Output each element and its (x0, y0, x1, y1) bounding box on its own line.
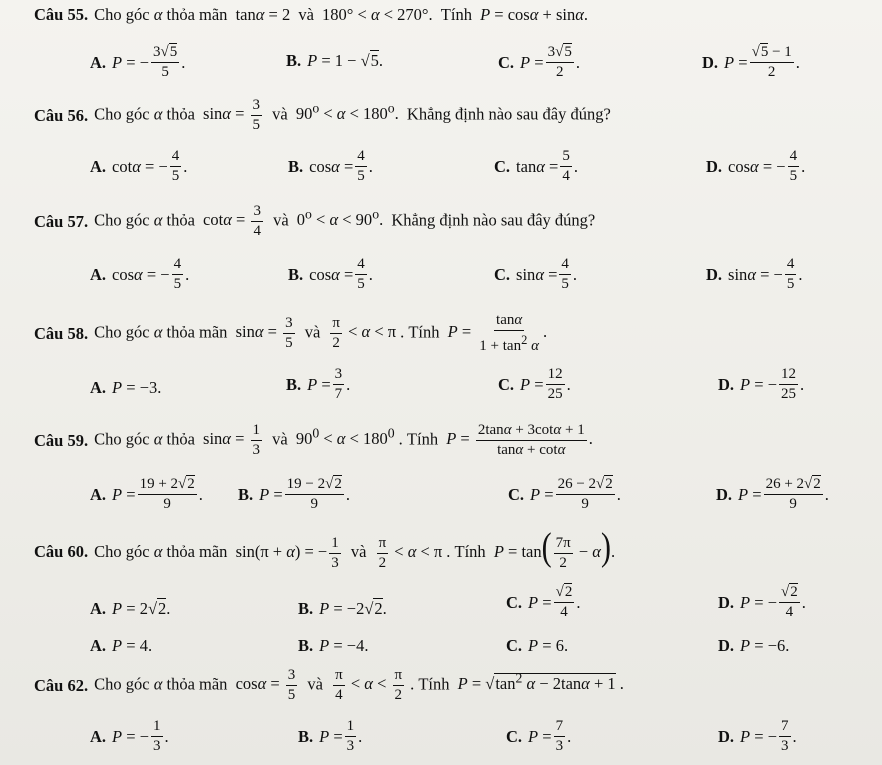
option-d[interactable]: D. P = − $\frac{12}{25}$ . (718, 366, 805, 402)
option-d[interactable]: D. P = $\frac{26 + 2√2}{9}$ . (716, 476, 829, 512)
question-stem: Câu 56. Cho góc α thỏa sinα = $\frac{3}{5}$ và $90^o < \alpha < 180^o$. Khẳng định nào sau đây đúng? (34, 97, 611, 133)
option-c[interactable]: C. P = $\frac{7}{3}$ . (506, 718, 572, 754)
option-b[interactable]: B. cos α = $\frac{4}{5}$ . (288, 148, 373, 184)
option-b[interactable]: B. P = −4. (298, 636, 369, 655)
option-b[interactable]: B. P = 1 − √ 5 . (286, 50, 384, 70)
option-a[interactable]: A. P = − $\frac{3√5}{5}$ . (90, 44, 186, 80)
option-c[interactable]: C. P = $\frac{3√5}{2}$ . (498, 44, 580, 80)
option-a[interactable]: A. P = −3. (90, 378, 162, 397)
option-d[interactable]: D. P = $\frac{√5 - 1}{2}$ . (702, 44, 800, 80)
question-stem: Câu 60. Cho góc α thỏa mãn sin(π + α) = − $\frac{1}{3}$ và $\frac{\pi}{2}$ < α < π . Tính P = tan( $\frac{7\pi}{2}$ − α). (34, 525, 616, 571)
question-number: Câu 56. (34, 105, 89, 125)
question-number: Câu 57. (34, 211, 89, 231)
option-d[interactable]: D. P = − $\frac{√2}{4}$ . (718, 584, 806, 620)
option-a[interactable]: A. P = $\frac{19 + 2√2}{9}$ . (90, 476, 203, 512)
option-c[interactable]: C. P = 6. (506, 636, 569, 655)
option-a[interactable]: A. P = 2√ 2 . (90, 598, 171, 618)
question-stem: Câu 57. Cho góc α thỏa cotα = $\frac{3}{4}$ và $0^o < \alpha < 90^o$. Khẳng định nào sau đây đúng? (34, 203, 596, 239)
option-a[interactable]: A. cos α = − $\frac{4}{5}$ . (90, 256, 190, 292)
option-c[interactable]: C. tan α = $\frac{5}{4}$ . (494, 148, 578, 184)
option-c[interactable]: C. P = $\frac{12}{25}$ . (498, 366, 571, 402)
question-number: Câu 59. (34, 430, 89, 450)
option-d[interactable]: D. P = − $\frac{7}{3}$ . (718, 718, 797, 754)
option-c[interactable]: C. P = $\frac{26 - 2√2}{9}$ . (508, 476, 621, 512)
option-d[interactable]: D. sin α = − $\frac{4}{5}$ . (706, 256, 803, 292)
question-stem: Câu 55. Cho góc α thỏa mãn tanα = 2 và 180° < α < 270°. Tính P = cosα + sinα. (34, 5, 589, 24)
option-b[interactable]: B. P = $\frac{19 - 2√2}{9}$ . (238, 476, 350, 512)
question-stem: Câu 58. Cho góc α thỏa mãn sinα = $\frac{3}{5}$ và $\frac{\pi}{2}$ < α < π . Tính P = $\frac{\tan\alpha}{1 + \tan^2 \alpha}$ . (34, 312, 548, 354)
option-d[interactable]: D. cos α = − $\frac{4}{5}$ . (706, 148, 806, 184)
option-a[interactable]: A. cot α = − $\frac{4}{5}$ . (90, 148, 188, 184)
question-number: Câu 58. (34, 323, 89, 343)
option-a[interactable]: A. P = 4. (90, 636, 153, 655)
option-b[interactable]: B. cos α = $\frac{4}{5}$ . (288, 256, 373, 292)
option-c[interactable]: C. P = $\frac{√2}{4}$ . (506, 584, 581, 620)
option-a[interactable]: A. P = − $\frac{1}{3}$ . (90, 718, 169, 754)
question-number: Câu 55. (34, 5, 89, 24)
option-b[interactable]: B. P = $\frac{3}{7}$ . (286, 366, 351, 402)
option-b[interactable]: B. P = $\frac{1}{3}$ . (298, 718, 363, 754)
option-b[interactable]: B. P = −2√ 2 . (298, 598, 387, 618)
question-stem: Câu 62. Cho góc α thỏa mãn cosα = $\frac{3}{5}$ và $\frac{\pi}{4}$ < α < $\frac{\pi}{2}$ . Tính $P = √\tan^2$ α − 2tanα + 1 . (34, 667, 624, 703)
option-d[interactable]: D. P = −6. (718, 636, 790, 655)
question-number: Câu 62. (34, 675, 89, 695)
question-number: Câu 60. (34, 542, 89, 562)
question-stem: Câu 59. Cho góc α thỏa sinα = $\frac{1}{3}$ và $90^0 < \alpha < 180^0$ . Tính P = $\frac{2\tan\alpha + 3\cot\alpha + 1}{\tan\alpha + \cot\alpha}$ . (34, 422, 593, 458)
option-c[interactable]: C. sin α = $\frac{4}{5}$ . (494, 256, 578, 292)
